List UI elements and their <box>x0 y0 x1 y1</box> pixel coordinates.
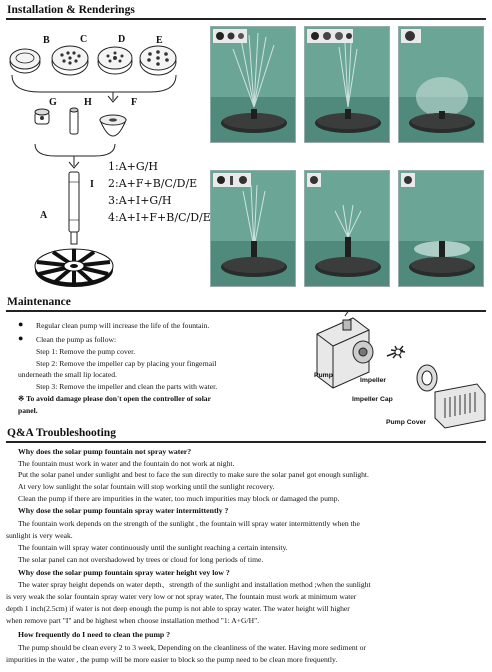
maint-step-3: Step 3: Remove the impeller and clean the parts with water. <box>36 382 218 391</box>
answer-4-line-1: The pump should be clean every 2 to 3 week, Depending on the cleanliness of the water. Having more sediment or <box>18 643 366 652</box>
maint-line-2: Clean the pump as follow: <box>36 335 117 344</box>
qa-title: Q&A Troubleshooting <box>7 427 116 439</box>
nozzle-d <box>98 47 132 74</box>
combo-4: 4:A+I+F+B/C/D/E <box>108 211 211 224</box>
impeller-part <box>387 346 405 358</box>
answer-1-line-4: Clean the pump if there are impurities in the water, too much impurities may block or damaged the pump. <box>18 494 340 503</box>
maint-step-2b: underneath the small lip located. <box>18 370 117 379</box>
label-e: E <box>156 35 163 46</box>
label-impeller-cap: Impeller Cap <box>352 396 393 403</box>
label-impeller: Impeller <box>360 377 387 384</box>
answer-2-line-4: The solar panel can not overshadowed by trees or cloud for long periods of time. <box>18 555 264 564</box>
rendering-photo-5 <box>304 170 390 287</box>
nozzle-b <box>10 49 40 73</box>
bullet-2: ● <box>18 333 24 343</box>
rendering-photo-3 <box>398 26 484 143</box>
answer-3-line-1: The water spray height depends on water depth、strength of the sunlight and installation method ;when the sunlight <box>18 580 371 589</box>
fountain-base-a <box>35 249 113 287</box>
label-i: I <box>90 179 94 190</box>
answer-1-line-2: Put the solar panel under sunlight and best to face the sun directly to make sure the solar panel got enough sunlight. <box>18 470 369 479</box>
assembly-diagram <box>0 20 205 290</box>
maint-step-2a: Step 2: Remove the impeller cap by placing your fingernail <box>36 359 217 368</box>
question-2: Why dose the solar pump fountain spray water intermittently ? <box>18 506 229 515</box>
installation-title: Installation & Renderings <box>7 4 135 16</box>
label-d: D <box>118 34 126 45</box>
label-g: G <box>49 97 57 108</box>
rendering-photo-2 <box>304 26 390 143</box>
rendering-photo-1 <box>210 26 296 143</box>
answer-3-line-2: is very weak the solar fountain spray water very low or not spray water, The fountain must work at minimum water <box>6 592 357 601</box>
pump-cover-part <box>435 384 485 428</box>
extension-tube-i <box>69 172 79 244</box>
answer-3-line-4: when remove part "I" and be highest when choose installation method "1: A+G/H". <box>6 616 260 625</box>
answer-2-line-1: The fountain work depends on the strength of the sunlight , the fountain will spray water intermittently when the <box>18 519 360 528</box>
adapter-g <box>35 109 49 124</box>
answer-2-line-3: The fountain will spray water continuously until the sunlight reaching a certain intensity. <box>18 543 288 552</box>
nozzle-e <box>140 46 176 75</box>
label-h: H <box>84 97 92 108</box>
answer-4-line-2: impurities in the water , the pump will be more easier to block so the pump need to be clean more frequently. <box>6 655 338 664</box>
pump-exploded-diagram <box>305 312 490 430</box>
answer-2-line-2: sunlight is very weak. <box>6 531 73 540</box>
answer-1-line-1: The fountain must work in water and the fountain do not work at night. <box>18 459 235 468</box>
question-3: Why dose the solar pump fountain spray water height vey low ? <box>18 568 230 577</box>
combo-2: 2:A+F+B/C/D/E <box>108 177 198 190</box>
maint-warning-2: panel. <box>18 406 38 415</box>
combo-1: 1:A+G/H <box>108 160 158 173</box>
maintenance-title: Maintenance <box>7 296 71 308</box>
nozzle-c <box>52 46 88 75</box>
answer-1-line-3: At very low sunlight the solar fountain will stop working until the sunlight recovery. <box>18 482 275 491</box>
maint-step-1: Step 1: Remove the pump cover. <box>36 347 136 356</box>
maint-warning-1: ※ To avoid damage please don't open the controller of solar <box>18 394 211 403</box>
label-c: C <box>80 34 88 45</box>
rendering-photo-4 <box>210 170 296 287</box>
spray-cup-f <box>100 115 126 136</box>
question-1: Why does the solar pump fountain not spray water? <box>18 447 192 456</box>
bullet-1: ● <box>18 319 24 329</box>
label-b: B <box>43 35 50 46</box>
question-4: How frequently do I need to clean the pump ? <box>18 630 171 639</box>
qa-rule <box>6 441 486 443</box>
maint-line-1: Regular clean pump will increase the life of the fountain. <box>36 321 210 330</box>
rendering-photo-6 <box>398 170 484 287</box>
label-a: A <box>40 210 48 221</box>
label-pump: Pump <box>314 372 333 379</box>
label-f: F <box>131 97 138 108</box>
impeller-cap-part <box>417 365 437 391</box>
answer-3-line-3: depth 1 inch(2.5cm) if water is not deep enough the pump is not able to spray water. The water height will higher <box>6 604 350 613</box>
label-pump-cover: Pump Cover <box>386 419 427 426</box>
combo-3: 3:A+I+G/H <box>108 194 172 207</box>
nozzle-h <box>70 108 78 134</box>
